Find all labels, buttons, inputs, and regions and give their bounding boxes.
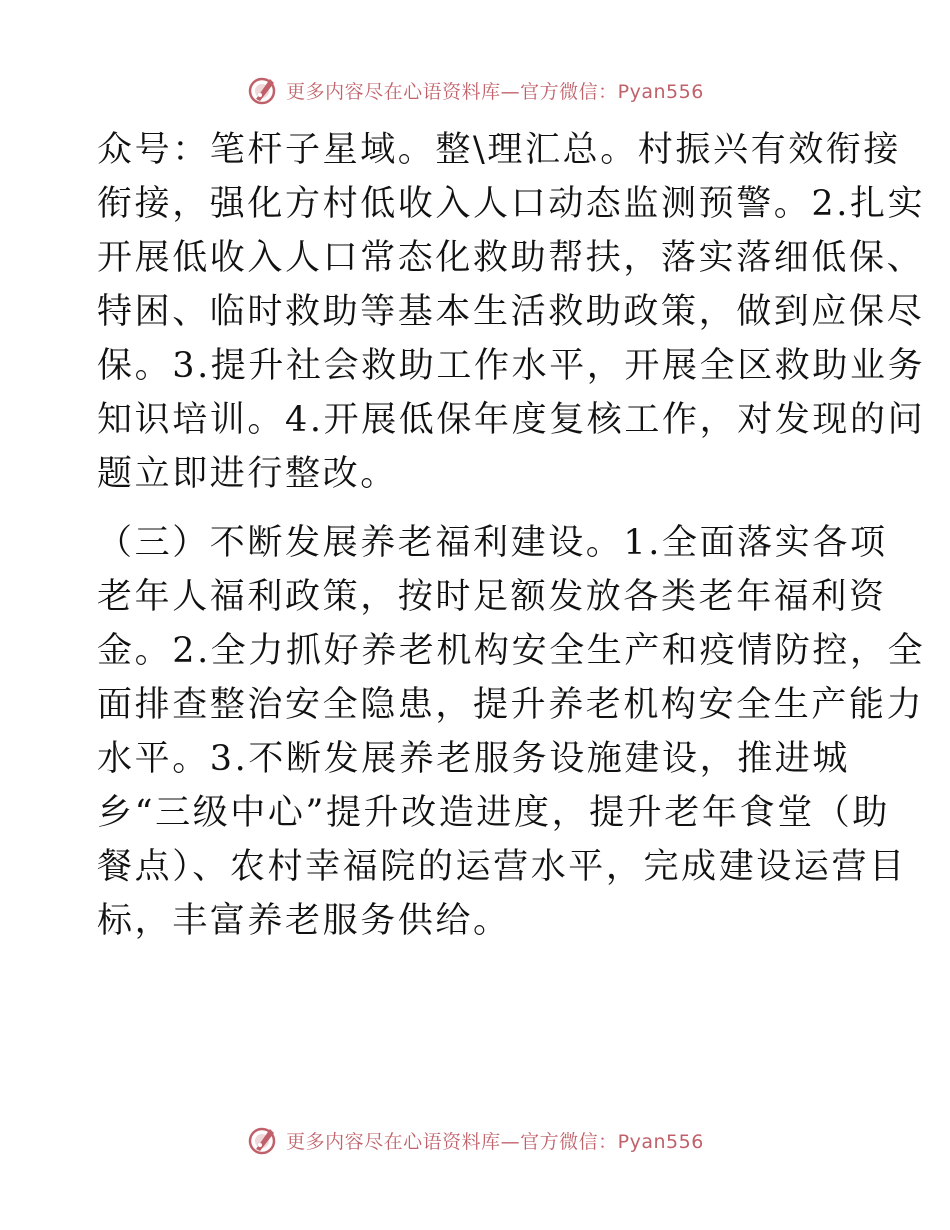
paragraph-line: 题立即进行整改。 bbox=[97, 454, 398, 494]
paragraph-line: 标，丰富养老服务供给。 bbox=[97, 901, 511, 941]
document-body bbox=[97, 123, 926, 948]
paragraph-line: 知识培训。4.开展低保年度复核工作，对发现的问 bbox=[97, 400, 926, 440]
paragraph-line: 老年人福利政策，按时足额发放各类老年福利资 bbox=[97, 577, 887, 617]
paragraph-line: 乡“三级中心”提升改造进度，提升老年食堂（助 bbox=[97, 793, 890, 833]
paragraph-line: 衔接，强化方村低收入人口动态监测预警。2.扎实 bbox=[97, 184, 926, 224]
paragraph-line: （三）不断发展养老福利建设。1.全面落实各项 bbox=[97, 523, 888, 563]
paragraph-2 bbox=[97, 516, 926, 948]
header-banner bbox=[0, 72, 950, 108]
footer-banner bbox=[0, 1122, 950, 1158]
footer-banner-text: 更多内容尽在心语资料库—官方微信：Pyan556 bbox=[286, 1130, 704, 1153]
paragraph-line: 众号：笔杆子星域。整\理汇总。村振兴有效衔接 bbox=[97, 130, 901, 170]
paragraph-line: 特困、临时救助等基本生活救助政策，做到应保尽 bbox=[97, 292, 925, 332]
paragraph-line: 餐点）、农村幸福院的运营水平，完成建设运营目 bbox=[97, 847, 907, 887]
header-banner-text: 更多内容尽在心语资料库—官方微信：Pyan556 bbox=[286, 80, 704, 103]
paragraph-line: 保。3.提升社会救助工作水平，开展全区救助业务 bbox=[97, 346, 926, 386]
paragraph-line: 水平。3.不断发展养老服务设施建设，推进城 bbox=[97, 739, 850, 779]
paragraph-line: 金。2.全力抓好养老机构安全生产和疫情防控，全 bbox=[97, 631, 926, 671]
pen-nib-logo-icon bbox=[246, 73, 280, 107]
pen-nib-logo-icon bbox=[246, 1123, 280, 1157]
paragraph-line: 面排查整治安全隐患，提升养老机构安全生产能力 bbox=[97, 685, 925, 725]
paragraph-line: 开展低收入人口常态化救助帮扶，落实落细低保、 bbox=[97, 238, 925, 278]
paragraph-1 bbox=[97, 123, 926, 501]
paragraph-spacer bbox=[97, 501, 857, 516]
